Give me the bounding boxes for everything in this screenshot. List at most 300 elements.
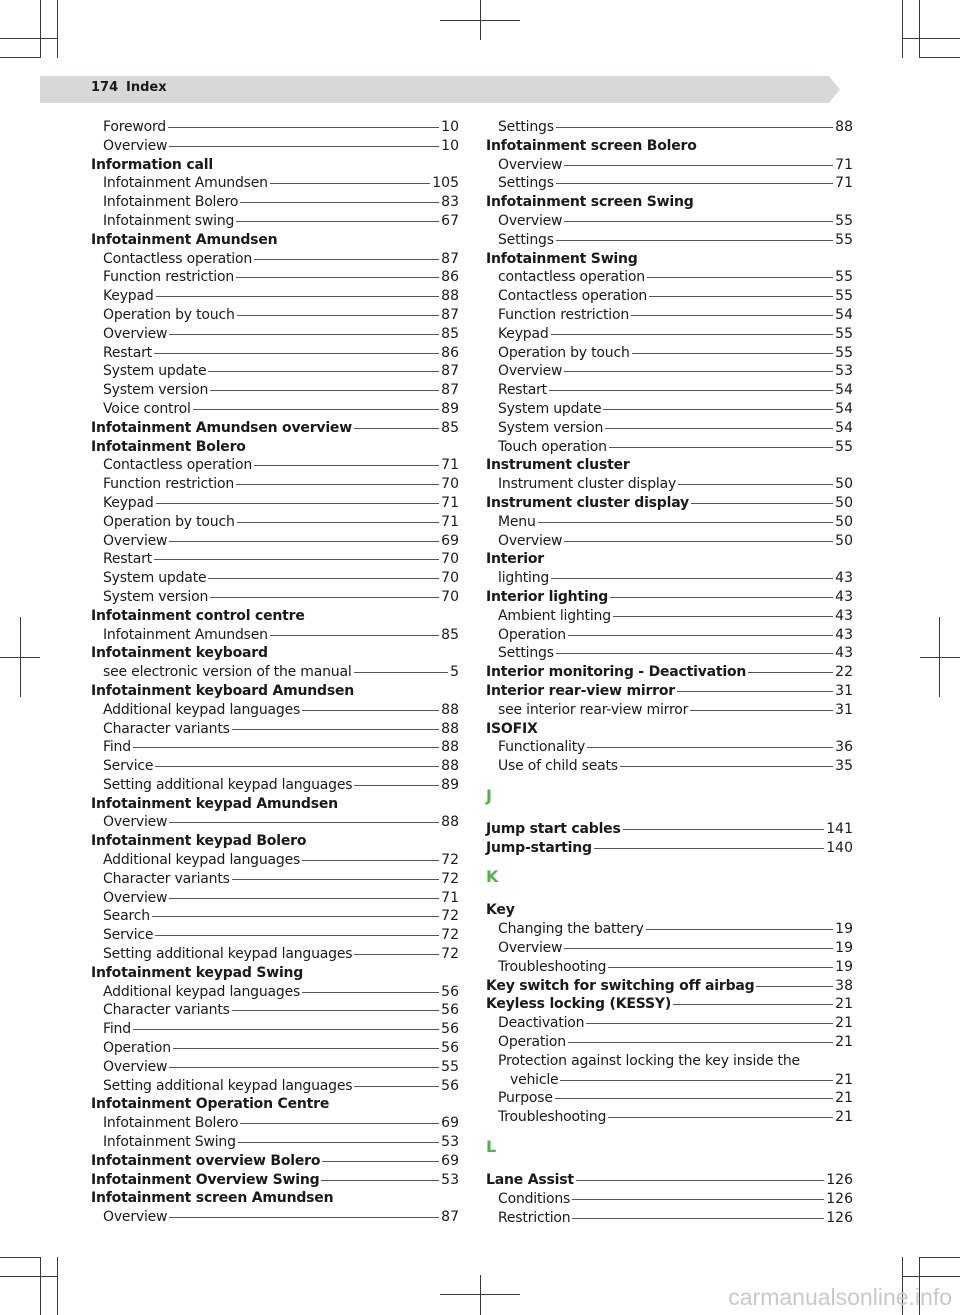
leader-line — [594, 848, 824, 849]
index-subentry[interactable] — [486, 118, 853, 137]
page-reference[interactable]: 21 — [835, 1090, 853, 1107]
index-subentry[interactable] — [486, 569, 853, 588]
entry-text: Find — [103, 739, 131, 756]
page-reference[interactable]: 53 — [835, 363, 853, 380]
index-subentry[interactable] — [486, 757, 853, 776]
page-reference[interactable]: 88 — [441, 758, 459, 775]
index-subentry[interactable] — [91, 1133, 459, 1152]
index-subentry[interactable] — [91, 137, 459, 156]
index-subentry[interactable] — [91, 268, 459, 287]
page-reference[interactable]: 54 — [835, 400, 853, 417]
index-subentry[interactable] — [486, 268, 853, 287]
index-subentry[interactable] — [91, 1039, 459, 1058]
entry-text: Infotainment Amundsen overview — [91, 419, 352, 436]
entry-text: Infotainment overview Bolero — [91, 1152, 321, 1169]
entry-text: Service — [103, 927, 154, 944]
leader-line — [236, 484, 439, 485]
index-subentry[interactable] — [486, 626, 853, 645]
entry-text: see interior rear-view mirror — [498, 701, 689, 718]
leader-line — [538, 522, 834, 523]
index-subentry[interactable] — [91, 306, 459, 325]
index-subentry[interactable] — [486, 212, 853, 231]
entry-text: Additional keypad languages — [103, 852, 301, 869]
index-entry — [486, 456, 853, 475]
page-reference[interactable]: 88 — [441, 739, 459, 756]
index-subentry[interactable] — [91, 870, 459, 889]
page-reference[interactable]: 89 — [441, 400, 459, 417]
leader-line — [556, 183, 833, 184]
page-reference[interactable]: 10 — [441, 137, 459, 154]
entry-text: Troubleshooting — [498, 958, 607, 975]
entry-text: Infotainment keypad Swing — [91, 964, 304, 981]
index-subentry[interactable] — [486, 532, 853, 551]
index-subentry[interactable] — [486, 475, 853, 494]
index-subentry[interactable] — [91, 1058, 459, 1077]
index-subentry[interactable] — [91, 1208, 459, 1227]
page-reference[interactable]: 67 — [441, 212, 459, 229]
leader-line — [133, 1029, 439, 1030]
entry-text: Interior monitoring - Deactivation — [486, 664, 747, 681]
index-subentry[interactable] — [486, 1108, 853, 1127]
entry-text: Protection against locking the key inside the — [498, 1052, 800, 1069]
leader-line — [555, 1098, 833, 1099]
page-reference[interactable]: 88 — [835, 119, 853, 135]
leader-line — [237, 522, 440, 523]
entry-text: Lane Assist — [486, 1172, 574, 1189]
watermark: carmanualsonline.info — [728, 1284, 952, 1310]
leader-line — [354, 785, 439, 786]
page-reference[interactable]: 88 — [441, 701, 459, 718]
index-subentry[interactable] — [486, 438, 853, 457]
entry-text: Overview — [103, 1209, 168, 1226]
leader-line — [610, 597, 833, 598]
index-subentry[interactable] — [91, 513, 459, 532]
entry-text: Search — [103, 908, 150, 925]
index-entry[interactable] — [486, 494, 853, 513]
page-reference[interactable]: 126 — [826, 1209, 853, 1226]
index-subentry[interactable] — [91, 720, 459, 739]
page-reference[interactable]: 86 — [441, 269, 459, 286]
page-reference[interactable]: 72 — [441, 870, 459, 887]
page-reference[interactable]: 72 — [441, 927, 459, 944]
page-reference[interactable]: 70 — [441, 570, 459, 587]
page-reference[interactable]: 86 — [441, 344, 459, 361]
page-reference[interactable]: 19 — [835, 940, 853, 957]
page-reference[interactable]: 50 — [835, 476, 853, 493]
entry-text: Settings — [498, 231, 554, 248]
page-reference[interactable]: 21 — [835, 1034, 853, 1051]
entry-text: Infotainment Bolero — [103, 194, 239, 211]
index-subentry[interactable] — [91, 851, 459, 870]
page-reference[interactable]: 70 — [441, 588, 459, 605]
index-subentry[interactable] — [486, 174, 853, 193]
leader-line — [232, 1010, 439, 1011]
index-subentry[interactable] — [91, 983, 459, 1002]
index-subentry[interactable] — [91, 776, 459, 795]
page-reference[interactable]: 54 — [835, 382, 853, 399]
entry-text: Infotainment Amundsen — [103, 626, 268, 643]
entry-text: Infotainment Bolero — [103, 1115, 239, 1132]
index-entry — [91, 1095, 459, 1114]
page-reference[interactable]: 87 — [441, 363, 459, 380]
page-reference[interactable]: 55 — [441, 1058, 459, 1075]
page-reference[interactable]: 56 — [441, 1040, 459, 1057]
index-entry — [91, 607, 459, 626]
entry-text: Infotainment Bolero — [91, 438, 246, 455]
index-entry[interactable] — [486, 1171, 853, 1190]
entry-text: System version — [498, 419, 604, 436]
page-reference[interactable]: 71 — [835, 175, 853, 192]
index-subentry[interactable] — [91, 945, 459, 964]
leader-line — [152, 916, 439, 917]
entry-text: Additional keypad languages — [103, 983, 301, 1000]
index-subentry[interactable] — [486, 325, 853, 344]
leader-line — [240, 202, 439, 203]
entry-text: Instrument cluster display — [498, 476, 677, 493]
leader-line — [232, 879, 439, 880]
leader-line — [168, 127, 439, 128]
page-reference[interactable]: 87 — [441, 306, 459, 323]
leader-line — [556, 127, 833, 128]
leader-line — [649, 296, 833, 297]
page-reference[interactable]: 43 — [835, 607, 853, 624]
index-subentry[interactable] — [91, 193, 459, 212]
index-entry — [91, 156, 459, 175]
leader-line — [236, 221, 439, 222]
leader-line — [564, 541, 833, 542]
index-subentry[interactable] — [91, 325, 459, 344]
leader-line — [576, 1180, 824, 1181]
entry-text: Infotainment keypad Bolero — [91, 833, 307, 850]
entry-text: Interior lighting — [486, 588, 609, 605]
index-entry — [91, 644, 459, 663]
entry-text: Contactless operation — [103, 457, 253, 474]
page-reference[interactable]: 56 — [441, 1002, 459, 1019]
leader-line — [302, 992, 439, 993]
page-reference[interactable]: 43 — [835, 588, 853, 605]
index-subentry[interactable] — [91, 532, 459, 551]
page-reference[interactable]: 38 — [835, 977, 853, 994]
entry-text: Infotainment screen Amundsen — [91, 1190, 334, 1207]
entry-text: Overview — [103, 889, 168, 906]
page-reference[interactable]: 105 — [432, 175, 459, 192]
page-reference[interactable]: 85 — [441, 626, 459, 643]
index-letter-heading: J — [486, 785, 492, 805]
page-reference[interactable]: 56 — [441, 1077, 459, 1094]
entry-text: Overview — [103, 1058, 168, 1075]
page-reference[interactable]: 31 — [835, 682, 853, 699]
leader-line — [572, 1199, 824, 1200]
page-reference[interactable]: 10 — [441, 119, 459, 135]
index-subentry[interactable] — [486, 1209, 853, 1228]
entry-text: Keypad — [103, 288, 154, 305]
index-entry[interactable] — [91, 1171, 459, 1190]
page-reference[interactable]: 54 — [835, 306, 853, 323]
index-subentry[interactable] — [91, 926, 459, 945]
leader-line — [354, 954, 439, 955]
entry-text: Operation — [103, 1040, 171, 1057]
page-reference[interactable]: 21 — [835, 996, 853, 1013]
page-reference[interactable]: 55 — [835, 288, 853, 305]
page-reference[interactable]: 69 — [441, 1115, 459, 1132]
page-reference[interactable]: 55 — [835, 438, 853, 455]
leader-line — [354, 428, 439, 429]
page-reference[interactable]: 5 — [450, 664, 459, 681]
index-subentry[interactable] — [91, 400, 459, 419]
leader-line — [756, 986, 833, 987]
index-entry[interactable] — [91, 1152, 459, 1171]
page-reference[interactable]: 88 — [441, 288, 459, 305]
page-reference[interactable]: 50 — [835, 532, 853, 549]
entry-text: contactless operation — [498, 269, 645, 286]
index-subentry[interactable] — [486, 701, 853, 720]
page-reference[interactable]: 88 — [441, 814, 459, 831]
index-entry[interactable] — [91, 419, 459, 438]
entry-text: Changing the battery — [498, 921, 644, 938]
index-subentry[interactable] — [486, 156, 853, 175]
page-reference[interactable]: 55 — [835, 212, 853, 229]
page-reference[interactable]: 36 — [835, 739, 853, 756]
page-reference[interactable]: 126 — [826, 1190, 853, 1207]
leader-line — [154, 353, 439, 354]
page-reference[interactable]: 56 — [441, 983, 459, 1000]
index-entry[interactable] — [486, 839, 853, 858]
entry-text: System update — [498, 400, 602, 417]
entry-text: Character variants — [103, 720, 230, 737]
page-reference[interactable]: 55 — [835, 325, 853, 342]
entry-text: Voice control — [103, 400, 191, 417]
index-subentry[interactable] — [91, 1020, 459, 1039]
index-subentry[interactable] — [486, 419, 853, 438]
index-subentry[interactable] — [91, 550, 459, 569]
leader-line — [748, 672, 833, 673]
index-subentry[interactable] — [486, 1071, 853, 1090]
leader-line — [254, 259, 439, 260]
page-reference[interactable]: 140 — [826, 839, 853, 856]
page-reference[interactable]: 85 — [441, 325, 459, 342]
index-subentry[interactable] — [91, 1001, 459, 1020]
index-subentry[interactable] — [91, 362, 459, 381]
page-reference[interactable]: 83 — [441, 194, 459, 211]
index-subentry[interactable] — [486, 513, 853, 532]
page-reference[interactable]: 43 — [835, 645, 853, 662]
leader-line — [551, 578, 833, 579]
index-subentry[interactable] — [486, 306, 853, 325]
page-reference[interactable]: 89 — [441, 776, 459, 793]
page-reference[interactable]: 85 — [441, 419, 459, 436]
index-subentry[interactable] — [486, 1190, 853, 1209]
index-subentry[interactable] — [486, 607, 853, 626]
page-reference[interactable]: 54 — [835, 419, 853, 436]
page-reference[interactable]: 71 — [441, 889, 459, 906]
page-reference[interactable]: 55 — [835, 344, 853, 361]
page-reference[interactable]: 71 — [835, 156, 853, 173]
index-column-left — [91, 118, 459, 1227]
leader-line — [236, 277, 439, 278]
index-subentry[interactable] — [91, 174, 459, 193]
index-subentry[interactable] — [486, 381, 853, 400]
entry-text: Key — [486, 902, 515, 919]
leader-line — [232, 729, 439, 730]
entry-text: see electronic version of the manual — [103, 664, 352, 681]
entry-text: Infotainment Amundsen — [91, 231, 278, 248]
page-reference[interactable]: 87 — [441, 382, 459, 399]
index-subentry[interactable] — [91, 889, 459, 908]
index-subentry[interactable] — [486, 400, 853, 419]
leader-line — [169, 898, 439, 899]
page-reference[interactable]: 70 — [441, 551, 459, 568]
leader-line — [237, 315, 440, 316]
page-reference[interactable]: 55 — [835, 269, 853, 286]
page-reference[interactable]: 71 — [441, 494, 459, 511]
leader-line — [568, 635, 833, 636]
index-subentry[interactable] — [91, 663, 459, 682]
page-reference[interactable]: 21 — [835, 1109, 853, 1126]
leader-line — [560, 1080, 833, 1081]
page-reference[interactable]: 53 — [441, 1134, 459, 1151]
entry-text: Infotainment Amundsen — [103, 175, 268, 192]
index-subentry[interactable] — [91, 1077, 459, 1096]
index-subentry[interactable] — [486, 738, 853, 757]
entry-text: System update — [103, 570, 207, 587]
entry-text: Overview — [103, 137, 168, 154]
entry-text: System version — [103, 588, 209, 605]
index-subentry[interactable] — [486, 644, 853, 663]
index-subentry[interactable] — [486, 287, 853, 306]
index-entry — [486, 901, 853, 920]
leader-line — [322, 1161, 439, 1162]
page-reference[interactable]: 56 — [441, 1021, 459, 1038]
index-entry[interactable] — [486, 663, 853, 682]
index-subentry[interactable] — [91, 475, 459, 494]
index-subentry[interactable] — [91, 588, 459, 607]
page-reference[interactable]: 72 — [441, 852, 459, 869]
page-reference[interactable]: 88 — [441, 720, 459, 737]
leader-line — [238, 1142, 439, 1143]
index-subentry[interactable] — [486, 1089, 853, 1108]
index-subentry[interactable] — [91, 118, 459, 137]
index-subentry[interactable] — [91, 344, 459, 363]
index-entry — [91, 231, 459, 250]
entry-text: Settings — [498, 119, 554, 135]
page-reference[interactable]: 141 — [826, 820, 853, 837]
page-reference[interactable]: 19 — [835, 958, 853, 975]
page-reference[interactable]: 71 — [441, 457, 459, 474]
page-reference[interactable]: 53 — [441, 1171, 459, 1188]
index-subentry[interactable] — [91, 701, 459, 720]
index-subentry[interactable] — [486, 231, 853, 250]
index-entry — [91, 682, 459, 701]
leader-line — [564, 948, 833, 949]
leader-line — [564, 165, 833, 166]
leader-line — [647, 277, 833, 278]
index-subentry[interactable] — [486, 920, 853, 939]
index-subentry[interactable] — [91, 738, 459, 757]
entry-text: Infotainment screen Bolero — [486, 137, 697, 154]
index-subentry[interactable] — [486, 1014, 853, 1033]
page-reference[interactable]: 19 — [835, 921, 853, 938]
entry-text: Deactivation — [498, 1015, 585, 1032]
entry-text: Menu — [498, 513, 536, 530]
index-subentry[interactable] — [91, 813, 459, 832]
page-reference[interactable]: 31 — [835, 701, 853, 718]
page-reference[interactable]: 69 — [441, 532, 459, 549]
page-reference[interactable]: 55 — [835, 231, 853, 248]
page-reference[interactable]: 126 — [826, 1172, 853, 1189]
leader-line — [193, 409, 440, 410]
index-entry[interactable] — [486, 682, 853, 701]
entry-text: Purpose — [498, 1090, 553, 1107]
entry-text: Jump-starting — [486, 839, 592, 856]
index-subentry[interactable] — [486, 362, 853, 381]
leader-line — [691, 503, 833, 504]
index-subentry[interactable] — [91, 287, 459, 306]
page-reference[interactable]: 70 — [441, 476, 459, 493]
index-subentry[interactable] — [91, 1114, 459, 1133]
leader-line — [556, 653, 833, 654]
page-reference[interactable]: 50 — [835, 513, 853, 530]
page-reference[interactable]: 22 — [835, 664, 853, 681]
index-subentry[interactable] — [91, 381, 459, 400]
page-reference[interactable]: 69 — [441, 1152, 459, 1169]
page-reference[interactable]: 21 — [835, 1071, 853, 1088]
entry-text: Overview — [103, 814, 168, 831]
page-reference[interactable]: 87 — [441, 250, 459, 267]
leader-line — [609, 447, 833, 448]
leader-line — [154, 559, 439, 560]
entry-text: Function restriction — [498, 306, 630, 323]
page-reference[interactable]: 72 — [441, 908, 459, 925]
index-subentry[interactable] — [91, 757, 459, 776]
entry-text: Infotainment screen Swing — [486, 194, 694, 211]
page-reference[interactable]: 43 — [835, 626, 853, 643]
index-entry[interactable] — [486, 977, 853, 996]
index-subentry[interactable] — [486, 344, 853, 363]
entry-text: Character variants — [103, 870, 230, 887]
index-subentry[interactable] — [486, 958, 853, 977]
index-entry[interactable] — [486, 995, 853, 1014]
page-reference[interactable]: 71 — [441, 513, 459, 530]
page-reference[interactable]: 43 — [835, 570, 853, 587]
index-subentry[interactable] — [91, 907, 459, 926]
index-subentry[interactable] — [91, 569, 459, 588]
page-reference[interactable]: 87 — [441, 1209, 459, 1226]
index-entry — [486, 250, 853, 269]
index-subentry[interactable] — [91, 494, 459, 513]
index-subentry[interactable] — [91, 626, 459, 645]
entry-text: Troubleshooting — [498, 1109, 607, 1126]
page-reference[interactable]: 35 — [835, 758, 853, 775]
leader-line — [270, 183, 430, 184]
entry-text: Find — [103, 1021, 131, 1038]
page-reference[interactable]: 50 — [835, 494, 853, 511]
index-subentry[interactable] — [91, 456, 459, 475]
index-subentry[interactable] — [486, 1033, 853, 1052]
entry-text: Infotainment Swing — [103, 1134, 236, 1151]
entry-text: Operation by touch — [103, 513, 235, 530]
entry-text: Ambient lighting — [498, 607, 611, 624]
leader-line — [156, 296, 440, 297]
index-subentry[interactable] — [486, 939, 853, 958]
index-subentry[interactable] — [91, 250, 459, 269]
page-reference[interactable]: 21 — [835, 1015, 853, 1032]
index-subentry[interactable] — [91, 212, 459, 231]
index-entry[interactable] — [486, 820, 853, 839]
entry-text: Settings — [498, 175, 554, 192]
page-reference[interactable]: 72 — [441, 946, 459, 963]
index-entry[interactable] — [486, 588, 853, 607]
leader-line — [173, 1048, 439, 1049]
